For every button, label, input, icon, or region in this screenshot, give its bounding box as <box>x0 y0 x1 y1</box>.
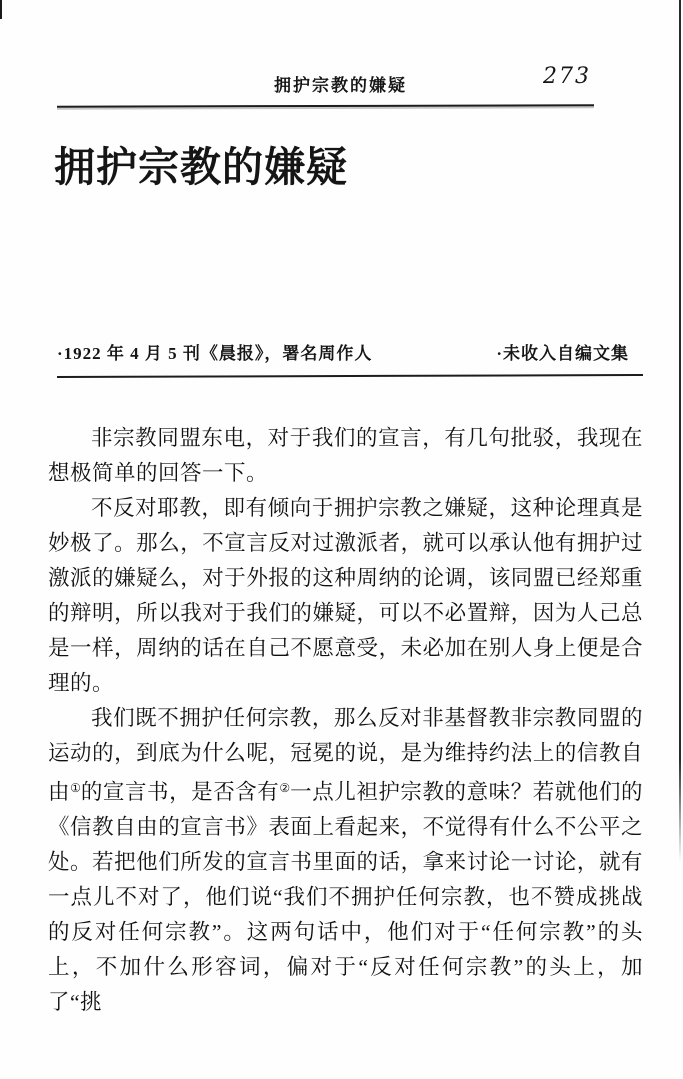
article-body <box>48 421 643 1020</box>
paragraph <box>48 701 643 1020</box>
byline-row <box>57 339 629 364</box>
paragraph-text: 非宗教同盟东电，对于我们的宣言，有几句批驳，我现在想极简单的回答一下。 <box>48 426 643 485</box>
article-title: 拥护宗教的嫌疑 <box>54 144 348 190</box>
scan-edge-tick-left <box>0 0 2 19</box>
paragraph <box>48 491 643 701</box>
paragraph-text: 一点儿袒护宗教的意味？若就他们的《信教自由的宣言书》表面上看起来，不觉得有什么不公平之处。若把他们所发的宣言书里面的话，拿来讨论一讨论，就有一点儿不对了，他们说“我们不拥护任何宗教，也不赞成挑战的反对任何宗教”。这两句话中，他们对于“任何宗教”的头上，不加什么形容词，偏对于“反对任何宗教”的头上，加了“挑 <box>48 780 643 1014</box>
running-head-title: 拥护宗教的嫌疑 <box>274 76 407 95</box>
header-rule <box>57 104 594 107</box>
footnote-marker: ① <box>70 781 81 795</box>
scan-edge-line-right <box>679 0 681 862</box>
paragraph-text: 不反对耶教，即有倾向于拥护宗教之嫌疑，这种论理真是妙极了。那么，不宣言反对过激派者，就可以承认他有拥护过激派的嫌疑么，对于外报的这种周纳的论调，该同盟已经郑重的辩明，所以我对于我们的嫌疑，可以不必置辩，因为人己总是一样，周纳的话在自己不愿意受，未必加在别人身上便是合理的。 <box>48 496 643 695</box>
byline-collection: ·未收入自编文集 <box>496 344 629 363</box>
paragraph-text: 的宣言书，是否含有 <box>80 780 280 804</box>
paragraph-text: 我们既不拥护任何宗教，那么反对非基督教非宗教同盟的运动的，到底为什么呢，冠冕的说，是为维持约法上的信教自由 <box>48 706 643 804</box>
footnote-marker: ② <box>279 781 291 795</box>
byline-source: ·1922 年 4 月 5 刊《晨报》，署名周作人 <box>57 344 373 363</box>
paragraph <box>48 421 643 491</box>
page-number: 273 <box>543 64 591 89</box>
byline-rule <box>57 374 643 378</box>
